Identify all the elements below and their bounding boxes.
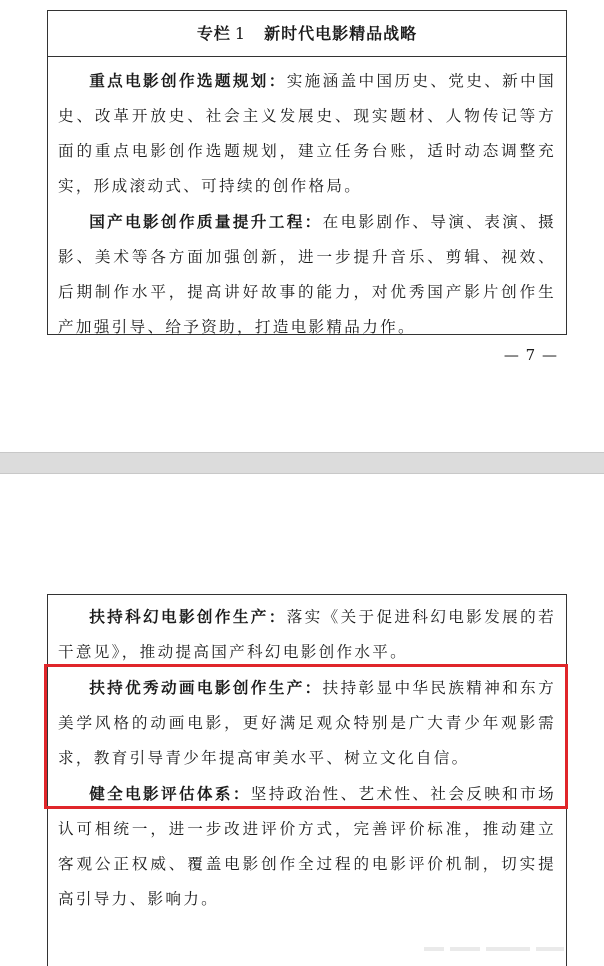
page-separator bbox=[0, 452, 604, 474]
paragraph-text: 坚持政治性、艺术性、社会反映和市场认可相统一，进一步改进评价方式，完善评价标准，推动建立客观公正权威、覆盖电影创作全过程的电影评价机制，切实提高引导力、影响力。 bbox=[58, 785, 556, 908]
paragraph bbox=[58, 63, 556, 204]
paragraph-text: 实施涵盖中国历史、党史、新中国史、改革开放史、社会主义发展史、现实题材、人物传记等方面的重点电影创作选题规划，建立任务台账，适时动态调整充实，形成滚动式、可持续的创作格局。 bbox=[58, 72, 556, 195]
paragraph-lead: 扶持科幻电影创作生产： bbox=[89, 607, 287, 626]
page-number: — 7 — bbox=[503, 346, 558, 364]
sidebar-box-continued bbox=[47, 594, 567, 966]
paragraph-highlighted bbox=[58, 670, 556, 776]
sidebar-box bbox=[47, 10, 567, 335]
document-page-top bbox=[0, 0, 604, 452]
box-title-number: 1 bbox=[234, 24, 247, 43]
paragraph-lead: 健全电影评估体系： bbox=[89, 784, 251, 803]
document-page-bottom bbox=[0, 474, 604, 966]
paragraph bbox=[58, 776, 556, 917]
box-title-label: 专栏 bbox=[196, 24, 231, 43]
box-body bbox=[48, 57, 566, 345]
paragraph bbox=[58, 599, 556, 670]
box-title-text: 新时代电影精品战略 bbox=[264, 24, 418, 43]
paragraph-text: 在电影剧作、导演、表演、摄影、美术等各方面加强创新，进一步提升音乐、剪辑、视效、后期制作水平，提高讲好故事的能力，对优秀国产影片创作生产加强引导、给予资助，打造电影精品力作。 bbox=[58, 213, 556, 336]
paragraph-text: 扶持彰显中华民族精神和东方美学风格的动画电影，更好满足观众特别是广大青少年观影需求，教育引导青少年提高审美水平、树立文化自信。 bbox=[58, 679, 556, 767]
watermark-mark bbox=[424, 942, 564, 956]
paragraph-text: 落实《关于促进科幻电影发展的若干意见》，推动提高国产科幻电影创作水平。 bbox=[58, 608, 556, 661]
paragraph-lead: 国产电影创作质量提升工程： bbox=[89, 212, 323, 231]
box-body bbox=[48, 595, 566, 917]
paragraph bbox=[58, 204, 556, 345]
paragraph-lead: 重点电影创作选题规划： bbox=[89, 71, 287, 90]
paragraph-lead: 扶持优秀动画电影创作生产： bbox=[89, 678, 323, 697]
box-title bbox=[48, 11, 566, 57]
